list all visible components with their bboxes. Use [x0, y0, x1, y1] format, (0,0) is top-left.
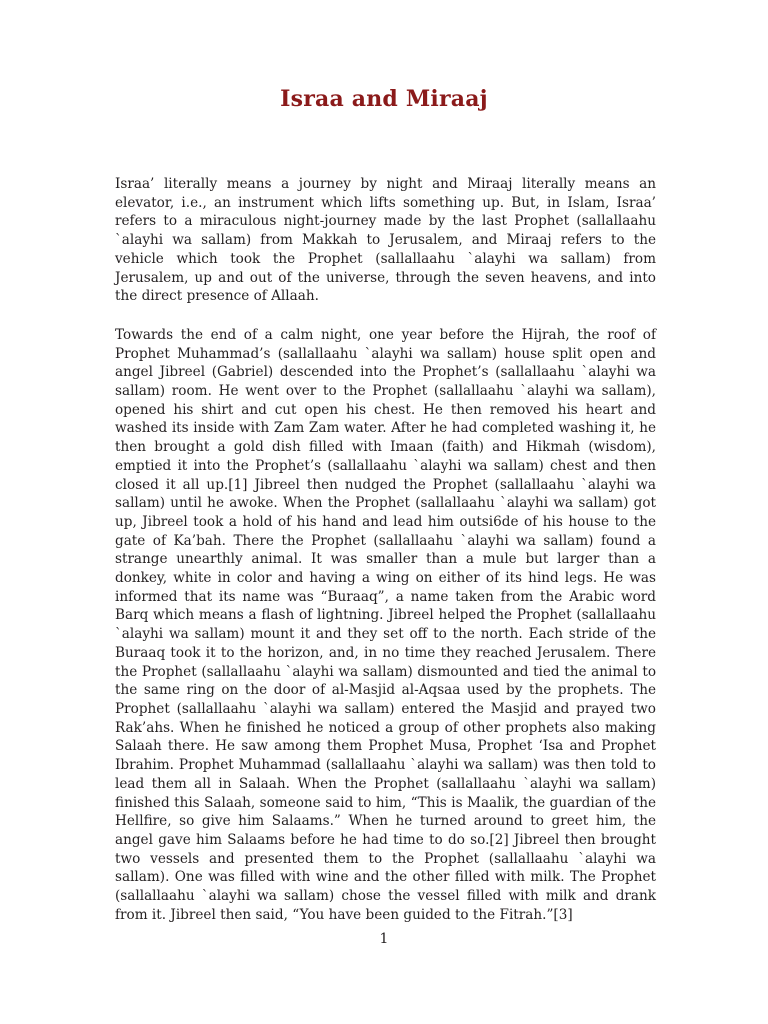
- paragraph-intro: Israa’ literally means a journey by night and Miraaj literally means an elevator, i.e., an instrument which lifts something up. But, in Islam, Israa’ refers to a miraculous night-journey made by the last Prophet (sallallaahu `alayhi wa sallam) from Makkah to Jerusalem, and Miraaj refers to the vehicle which took the Prophet (sallallaahu `alayhi wa sallam) from Jerusalem, up and out of the universe, through the seven heavens, and into the direct presence of Allaah.: [115, 176, 656, 305]
- paragraph-journey: Towards the end of a calm night, one year before the Hijrah, the roof of Prophet Muhammad’s (sallallaahu `alayhi wa sallam) house split open and angel Jibreel (Gabriel) descended into the Prophet’s (sallallaahu `alayhi wa sallam) room. He went over to the Prophet (sallallaahu `alayhi wa sallam), opened his shirt and cut open his chest. He then removed his heart and washed its inside with Zam Zam water. After he had completed washing it, he then brought a gold dish filled with Imaan (faith) and Hikmah (wisdom), emptied it into the Prophet’s (sallallaahu `alayhi wa sallam) chest and then closed it all up.[1] Jibreel then nudged the Prophet (sallallaahu `alayhi wa sallam) until he awoke. When the Prophet (sallallaahu `alayhi wa sallam) got up, Jibreel took a hold of his hand and lead him outsi6de of his house to the gate of Ka’bah. There the Prophet (sallallaahu `alayhi wa sallam) found a strange unearthly animal. It was smaller than a mule but larger than a donkey, white in color and having a wing on either of its hind legs. He was informed that its name was “Buraaq”, a name taken from the Arabic word Barq which means a flash of lightning. Jibreel helped the Prophet (sallallaahu `alayhi wa sallam) mount it and they set off to the north. Each stride of the Buraaq took it to the horizon, and, in no time they reached Jerusalem. There the Prophet (sallallaahu `alayhi wa sallam) dismounted and tied the animal to the same ring on the door of al-Masjid al-Aqsaa used by the prophets. The Prophet (sallallaahu `alayhi wa sallam) entered the Masjid and prayed two Rak’ahs. When he finished he noticed a group of other prophets also making Salaah there. He saw among them Prophet Musa, Prophet ‘Isa and Prophet Ibrahim. Prophet Muhammad (sallallaahu `alayhi wa sallam) was then told to lead them all in Salaah. When the Prophet (sallallaahu `alayhi wa sallam) finished this Salaah, someone said to him, “This is Maalik, the guardian of the Hellfire, so give him Salaams.” When he turned around to greet him, the angel gave him Salaams before he had time to do so.[2] Jibreel then brought two vessels and presented them to the Prophet (sallallaahu `alayhi wa sallam). One was filled with wine and the other filled with milk. The Prophet (sallallaahu `alayhi wa sallam) chose the vessel filled with milk and drank from it. Jibreel then said, “You have been guided to the Fitrah.”[3]: [115, 326, 656, 923]
- page-title: Israa and Miraaj: [280, 86, 488, 112]
- document-body: [115, 175, 656, 944]
- page-number: 1: [379, 931, 389, 947]
